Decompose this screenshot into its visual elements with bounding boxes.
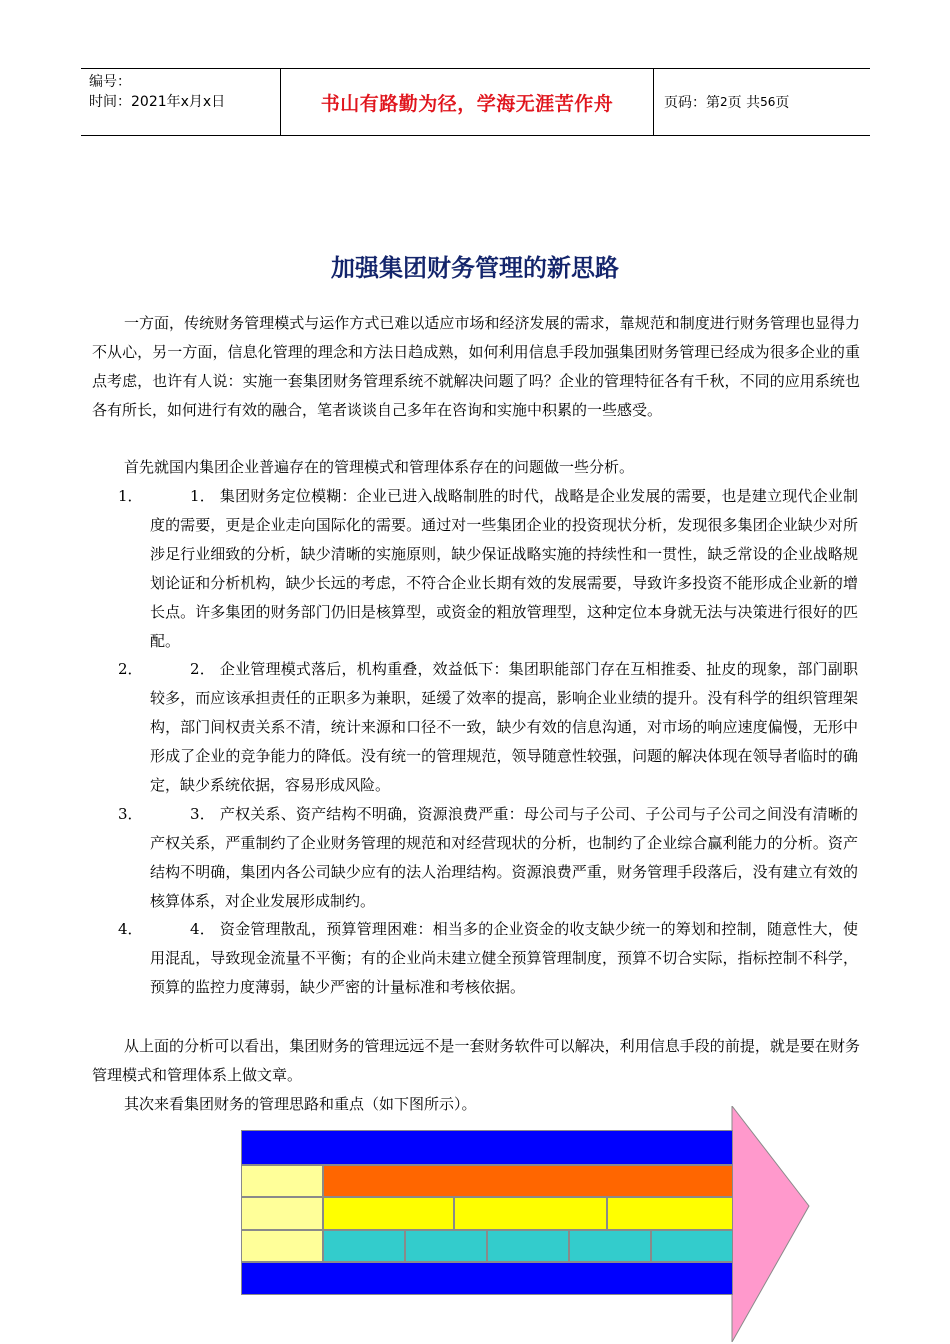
number-label: 编号： [89,74,131,90]
yellow-cell-2 [454,1197,607,1230]
page-suffix: 页 [775,95,790,111]
page-current: 2 [720,95,728,109]
motto-text: 书山有路勤为径，学海无涯苦作舟 [320,92,614,115]
yellow-cell-1 [323,1197,454,1230]
left-cell-row3 [241,1230,323,1262]
lead-paragraph: 首先就国内集团企业普遍存在的管理模式和管理体系存在的问题做一些分析。 [124,458,635,476]
page-counter [654,69,870,135]
teal-cell-4 [569,1230,651,1262]
teal-cell-5 [651,1230,733,1262]
list-text: 3． 产权关系、资产结构不明确，资源浪费严重：母公司与子公司、子公司与子公司之间没有清晰的产权关系，严重制约了企业财务管理的规范和对经营现状的分析，也制约了企业综合赢利能力的分析。资产结构不明确，集团内各公司缺少应有的法人治理结构。资源浪费严重，财务管理手段落后，没有建立有效的核算体系，对企业发展形成制约。 [150,805,858,910]
conclusion-paragraph: 从上面的分析可以看出，集团财务的管理远远不是一套财务软件可以解决，利用信息手段的前提，就是要在财务管理模式和管理体系上做文章。 [92,1037,860,1084]
header-table [81,68,870,136]
list-number: 3． [118,805,143,823]
list-text: 4． 资金管理散乱，预算管理困难：相当多的企业资金的收支缺少统一的筹划和控制，随意性大，使用混乱，导致现金流量不平衡；有的企业尚未建立健全预算管理制度，预算不切合实际，指标控制不科学，预算的监控力度薄弱，缺少严密的计量标准和考核依据。 [150,920,858,996]
left-cell-row2 [241,1197,323,1230]
teal-cell-3 [487,1230,569,1262]
time-label: 时间：2021年x月x日 [89,94,226,110]
next-paragraph: 其次来看集团财务的管理思路和重点（如下图所示）。 [124,1095,477,1113]
page-total: 56 [760,95,776,109]
orange-band [323,1165,733,1197]
yellow-cell-3 [607,1197,733,1230]
page-title: 加强集团财务管理的新思路 [331,254,619,282]
teal-cell-2 [405,1230,487,1262]
top-blue-band [241,1130,733,1165]
list-text: 2． 企业管理模式落后，机构重叠，效益低下：集团职能部门存在互相推委、扯皮的现象，部门副职较多，而应该承担责任的正职多为兼职，延缓了效率的提高，影响企业业绩的提升。没有科学的组织管理架构，部门间权责关系不清，统计来源和口径不一致，缺少有效的信息沟通，对市场的响应速度偏慢，无形中形成了企业的竞争能力的降低。没有统一的管理规范，领导随意性较强，问题的解决体现在领导者临时的确定，缺少系统依据，容易形成风险。 [150,660,858,794]
list-number: 4． [118,920,143,938]
list-number: 1． [118,487,143,505]
pink-arrow-head [732,1106,809,1342]
intro-paragraph: 一方面，传统财务管理模式与运作方式已难以适应市场和经济发展的需求，靠规范和制度进行财务管理也显得力不从心，另一方面，信息化管理的理念和方法日趋成熟，如何利用信息手段加强集团财务管理已经成为很多企业的重点考虑，也许有人说：实施一套集团财务管理系统不就解决问题了吗？企业的管理特征各有千秋，不同的应用系统也各有所长，如何进行有效的融合，笔者谈谈自己多年在咨询和实施中积累的一些感受。 [92,314,860,419]
teal-cell-1 [323,1230,405,1262]
management-diagram [241,1106,811,1342]
page-middle: 页 共 [727,95,761,111]
bottom-blue-band [241,1262,733,1295]
header-motto [281,69,654,135]
list-text: 1． 集团财务定位模糊：企业已进入战略制胜的时代，战略是企业发展的需要，也是建立现代企业制度的需要，更是企业走向国际化的需要。通过对一些集团企业的投资现状分析，发现很多集团企业缺少对所涉足行业细致的分析，缺少清晰的实施原则，缺少保证战略实施的持续性和一贯性，缺乏常设的企业战略规划论证和分析机构，缺少长远的考虑，不符合企业长期有效的发展需要，导致许多投资不能形成企业新的增长点。许多集团的财务部门仍旧是核算型，或资金的粗放管理型，这种定位本身就无法与决策进行很好的匹配。 [150,487,858,650]
page-prefix: 页码：第 [664,95,720,111]
header-meta [81,69,281,135]
list-number: 2． [118,660,143,678]
left-cell-row1 [241,1165,323,1197]
